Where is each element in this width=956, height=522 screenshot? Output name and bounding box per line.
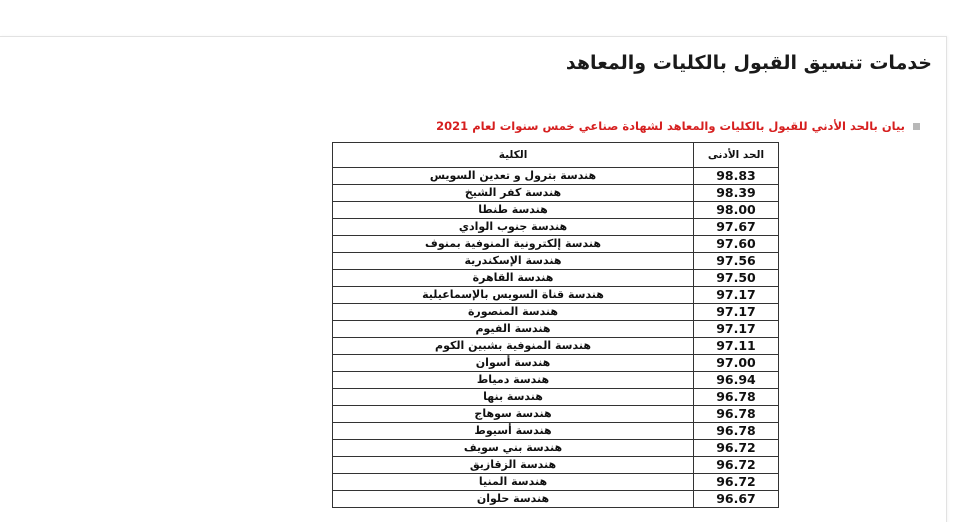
faculty-cell: هندسة الفيوم bbox=[333, 321, 694, 338]
faculty-cell: هندسة كفر الشيخ bbox=[333, 185, 694, 202]
min-score-cell: 97.56 bbox=[694, 253, 779, 270]
table-row bbox=[333, 389, 779, 406]
faculty-cell: هندسة سوهاج bbox=[333, 406, 694, 423]
faculty-cell: هندسة دمياط bbox=[333, 372, 694, 389]
min-score-cell: 96.67 bbox=[694, 491, 779, 508]
table-row bbox=[333, 474, 779, 491]
table-row bbox=[333, 202, 779, 219]
table-row bbox=[333, 457, 779, 474]
faculty-cell: هندسة بنها bbox=[333, 389, 694, 406]
min-score-cell: 96.78 bbox=[694, 389, 779, 406]
table-row bbox=[333, 440, 779, 457]
faculty-cell: هندسة إلكترونية المنوفية بمنوف bbox=[333, 236, 694, 253]
faculty-cell: هندسة طنطا bbox=[333, 202, 694, 219]
faculty-cell: هندسة المنيا bbox=[333, 474, 694, 491]
faculty-cell: هندسة حلوان bbox=[333, 491, 694, 508]
min-score-cell: 97.17 bbox=[694, 287, 779, 304]
min-score-cell: 97.67 bbox=[694, 219, 779, 236]
table-row bbox=[333, 236, 779, 253]
column-header-score: الحد الأدنى bbox=[694, 143, 779, 168]
table-row bbox=[333, 168, 779, 185]
faculty-cell: هندسة أسيوط bbox=[333, 423, 694, 440]
min-score-cell: 97.17 bbox=[694, 304, 779, 321]
faculty-cell: هندسة المنصورة bbox=[333, 304, 694, 321]
page-title: خدمات تنسيق القبول بالكليات والمعاهد bbox=[565, 52, 932, 74]
table-row bbox=[333, 355, 779, 372]
min-score-cell: 96.94 bbox=[694, 372, 779, 389]
table-row bbox=[333, 253, 779, 270]
table-row bbox=[333, 372, 779, 389]
faculty-cell: هندسة المنوفية بشبين الكوم bbox=[333, 338, 694, 355]
table-header-row bbox=[333, 143, 779, 168]
table-row bbox=[333, 491, 779, 508]
min-score-cell: 97.50 bbox=[694, 270, 779, 287]
min-score-cell: 97.11 bbox=[694, 338, 779, 355]
square-bullet-icon bbox=[913, 123, 920, 130]
faculty-cell: هندسة جنوب الوادي bbox=[333, 219, 694, 236]
faculty-cell: هندسة الزقازيق bbox=[333, 457, 694, 474]
min-score-cell: 98.39 bbox=[694, 185, 779, 202]
table-row bbox=[333, 287, 779, 304]
min-score-cell: 96.72 bbox=[694, 440, 779, 457]
faculty-cell: هندسة بترول و تعدين السويس bbox=[333, 168, 694, 185]
admission-table bbox=[332, 142, 779, 508]
min-score-cell: 97.00 bbox=[694, 355, 779, 372]
subtitle-row bbox=[436, 119, 920, 133]
min-score-cell: 96.78 bbox=[694, 406, 779, 423]
min-score-cell: 98.83 bbox=[694, 168, 779, 185]
table-row bbox=[333, 406, 779, 423]
table-row bbox=[333, 338, 779, 355]
faculty-cell: هندسة بني سويف bbox=[333, 440, 694, 457]
table-caption: بيان بالحد الأدني للقبول بالكليات والمعاهد لشهادة صناعي خمس سنوات لعام 2021 bbox=[436, 119, 905, 133]
min-score-cell: 96.72 bbox=[694, 474, 779, 491]
table-row bbox=[333, 423, 779, 440]
table-row bbox=[333, 321, 779, 338]
min-score-cell: 97.17 bbox=[694, 321, 779, 338]
faculty-cell: هندسة القاهرة bbox=[333, 270, 694, 287]
faculty-cell: هندسة قناة السويس بالإسماعيلية bbox=[333, 287, 694, 304]
faculty-cell: هندسة الإسكندرية bbox=[333, 253, 694, 270]
min-score-cell: 96.72 bbox=[694, 457, 779, 474]
table-row bbox=[333, 304, 779, 321]
table-row bbox=[333, 185, 779, 202]
min-score-cell: 96.78 bbox=[694, 423, 779, 440]
min-score-cell: 97.60 bbox=[694, 236, 779, 253]
column-header-faculty: الكلية bbox=[333, 143, 694, 168]
faculty-cell: هندسة أسوان bbox=[333, 355, 694, 372]
min-score-cell: 98.00 bbox=[694, 202, 779, 219]
table-row bbox=[333, 219, 779, 236]
table-row bbox=[333, 270, 779, 287]
